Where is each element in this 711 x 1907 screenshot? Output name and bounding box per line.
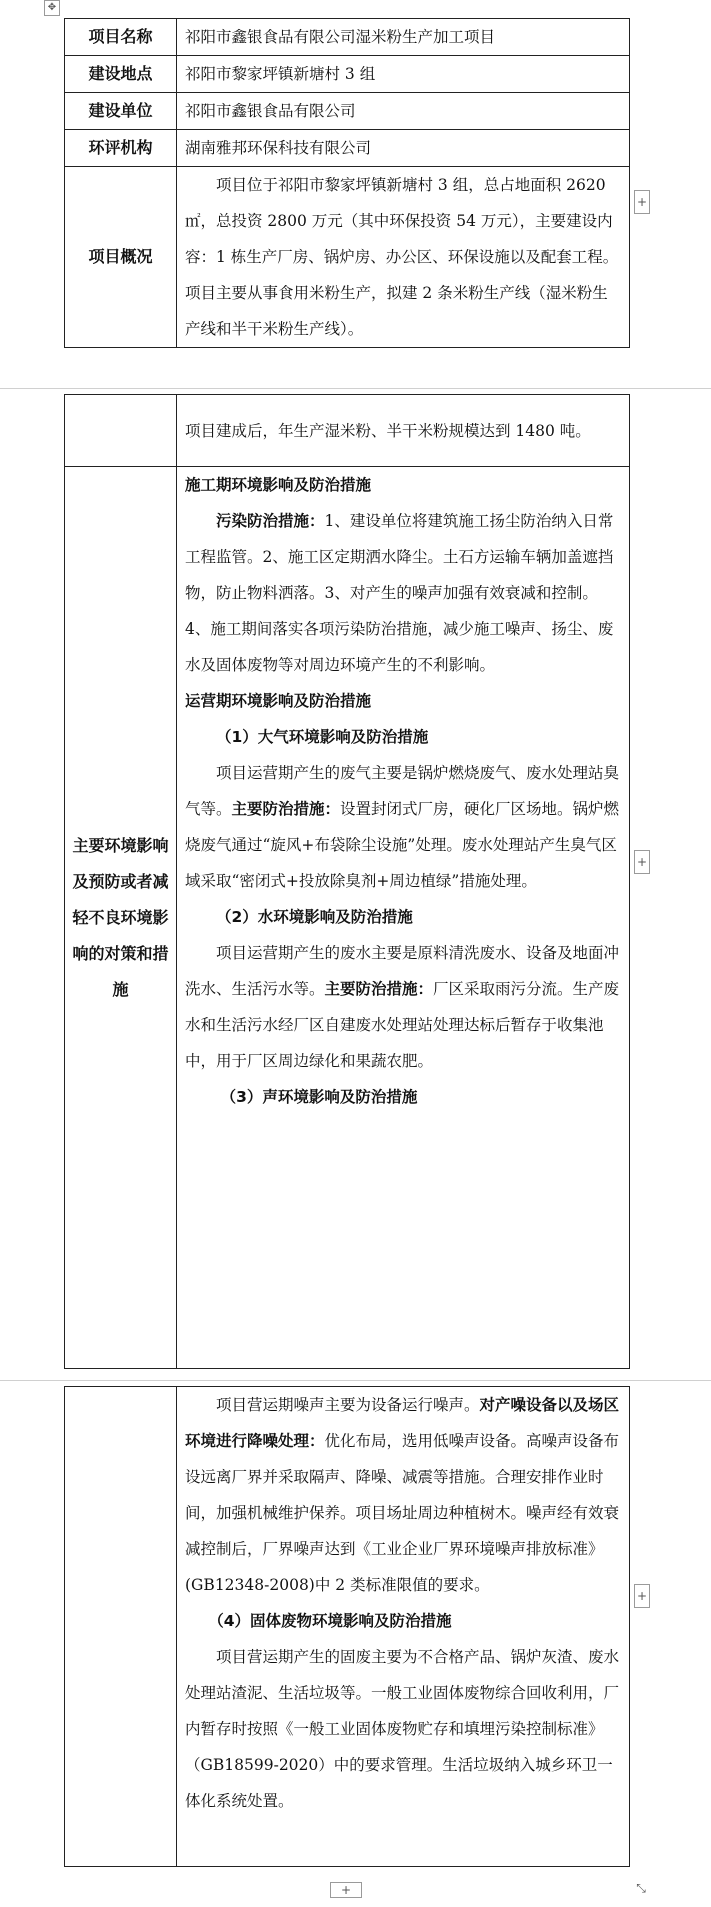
noise-text-1: 项目营运期噪声主要为设备运行噪声。 bbox=[216, 1396, 480, 1414]
overview-cell bbox=[177, 167, 630, 348]
noise-text-2: 优化布局，选用低噪声设备。高噪声设备布设远离厂界并采取隔声、降噪、减震等措施。合理安排作业时间，加强机械维护保养。项目场址周边种植树木。噪声经有效衰减控制后，厂界噪声达到《工业企业厂界环境噪声排放标准》(GB12348-2008)中 2 类标准限值的要求。 bbox=[185, 1432, 620, 1594]
row-value: 祁阳市鑫银食品有限公司湿米粉生产加工项目 bbox=[177, 19, 630, 56]
air-heading: （1）大气环境影响及防治措施 bbox=[216, 728, 429, 746]
add-row-button[interactable]: + bbox=[634, 190, 650, 214]
measures-continued-cell bbox=[177, 1387, 630, 1867]
table-row bbox=[65, 467, 630, 1369]
table-move-handle-icon[interactable]: ✥ bbox=[44, 0, 60, 16]
overview-label: 项目概况 bbox=[65, 167, 177, 348]
add-row-button[interactable]: + bbox=[634, 850, 650, 874]
page-3 bbox=[64, 1386, 630, 1867]
table-resize-icon[interactable]: ⤡ bbox=[636, 1881, 646, 1895]
table-row bbox=[65, 19, 630, 56]
table-row bbox=[65, 56, 630, 93]
construction-heading: 施工期环境影响及防治措施 bbox=[185, 476, 372, 494]
empty-label bbox=[65, 1387, 177, 1867]
overview-continued-cell bbox=[177, 395, 630, 467]
construction-text: 1、建设单位将建筑施工扬尘防治纳入日常工程监管。2、施工区定期洒水降尘。土石方运输车辆加盖遮挡物，防止物料洒落。3、对产生的噪声加强有效衰减和控制。4、施工期间落实各项污染防治措施，减少施工噪声、扬尘、废水及固体废物等对周边环境产生的不利影响。 bbox=[185, 512, 614, 674]
construction-paragraph bbox=[185, 503, 621, 683]
water-heading: （2）水环境影响及防治措施 bbox=[216, 908, 413, 926]
table-row bbox=[65, 130, 630, 167]
operation-heading: 运营期环境影响及防治措施 bbox=[185, 692, 372, 710]
info-table-part-3 bbox=[64, 1386, 630, 1867]
solid-heading: （4）固体废物环境影响及防治措施 bbox=[208, 1612, 452, 1630]
measures-label: 主要环境影响及预防或者减轻不良环境影响的对策和措施 bbox=[65, 467, 177, 1369]
noise-paragraph bbox=[185, 1387, 621, 1603]
noise-lead: 对产噪设备以及场区环境进行降噪处理： bbox=[185, 1396, 620, 1450]
page-2 bbox=[64, 394, 630, 1369]
air-lead: 主要防治措施： bbox=[231, 800, 341, 818]
row-value: 祁阳市黎家坪镇新塘村 3 组 bbox=[177, 56, 630, 93]
add-row-button[interactable]: + bbox=[634, 1584, 650, 1608]
add-column-button[interactable]: + bbox=[330, 1882, 362, 1898]
air-text-2: 设置封闭式厂房，硬化厂区场地。锅炉燃烧废气通过“旋风+布袋除尘设施”处理。废水处理站产生臭气区域采取“密闭式+投放除臭剂+周边植绿”措施处理。 bbox=[185, 800, 620, 890]
table-row bbox=[65, 93, 630, 130]
empty-label bbox=[65, 395, 177, 467]
row-value: 湖南雅邦环保科技有限公司 bbox=[177, 130, 630, 167]
row-label: 建设单位 bbox=[65, 93, 177, 130]
construction-lead: 污染防治措施： bbox=[216, 512, 325, 530]
overview-continued-text: 项目建成后，年生产湿米粉、半干米粉规模达到 1480 吨。 bbox=[185, 421, 591, 440]
air-text-1: 项目运营期产生的废气主要是锅炉燃烧废气、废水处理站臭气等。 bbox=[185, 764, 620, 818]
page-1 bbox=[64, 18, 630, 348]
info-table-part-2 bbox=[64, 394, 630, 1369]
air-paragraph bbox=[185, 755, 621, 899]
water-lead: 主要防治措施： bbox=[324, 980, 434, 998]
row-label: 环评机构 bbox=[65, 130, 177, 167]
table-row bbox=[65, 167, 630, 348]
row-label: 项目名称 bbox=[65, 19, 177, 56]
table-row bbox=[65, 1387, 630, 1867]
water-text-1: 项目运营期产生的废水主要是原料清洗废水、设备及地面冲洗水、生活污水等。 bbox=[185, 944, 620, 998]
table-row bbox=[65, 395, 630, 467]
water-text-2: 厂区采取雨污分流。生产废水和生活污水经厂区自建废水处理站处理达标后暂存于收集池中，用于厂区周边绿化和果蔬农肥。 bbox=[185, 980, 620, 1070]
noise-heading: （3）声环境影响及防治措施 bbox=[220, 1088, 418, 1106]
measures-cell bbox=[177, 467, 630, 1369]
page-break bbox=[0, 388, 711, 389]
info-table-part-1 bbox=[64, 18, 630, 348]
row-label: 建设地点 bbox=[65, 56, 177, 93]
water-paragraph bbox=[185, 935, 621, 1079]
page-break bbox=[0, 1380, 711, 1381]
solid-text: 项目营运期产生的固废主要为不合格产品、锅炉灰渣、废水处理站渣泥、生活垃圾等。一般工业固体废物综合回收利用，厂内暂存时按照《一般工业固体废物贮存和填埋污染控制标准》（GB18599-2020）中的要求管理。生活垃圾纳入城乡环卫一体化系统处置。 bbox=[185, 1648, 620, 1810]
overview-text: 项目位于祁阳市黎家坪镇新塘村 3 组，总占地面积 2620㎡，总投资 2800 万元（其中环保投资 54 万元），主要建设内容：1 栋生产厂房、锅炉房、办公区、环保设施以及配套工程。项目主要从事食用米粉生产，拟建 2 条米粉生产线（湿米粉生产线和半干米粉生产线）。 bbox=[185, 176, 619, 338]
row-value: 祁阳市鑫银食品有限公司 bbox=[177, 93, 630, 130]
